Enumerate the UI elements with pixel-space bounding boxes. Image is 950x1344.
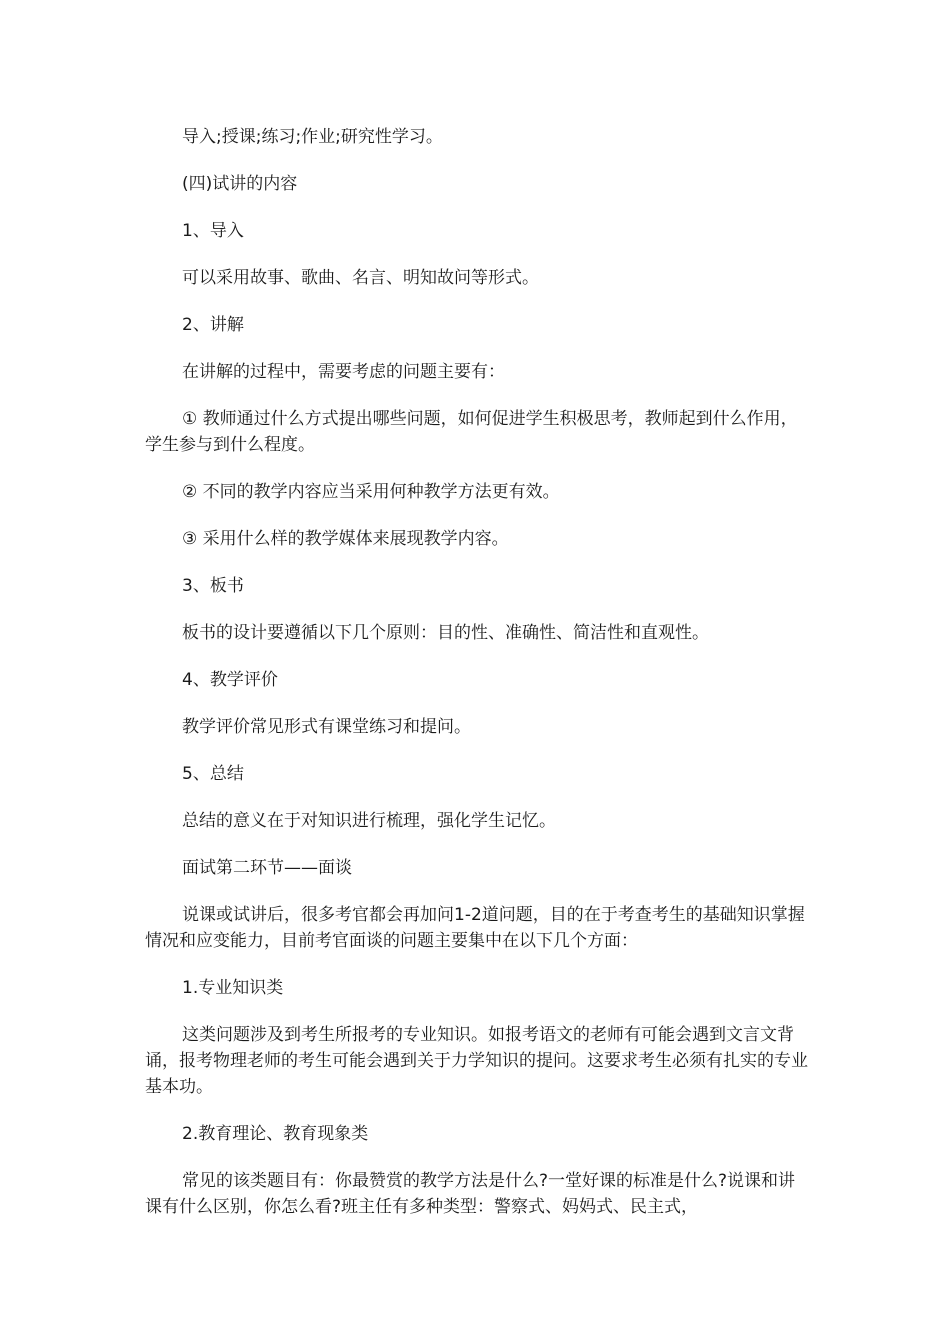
- paragraph-summary: 总结的意义在于对知识进行梳理，强化学生记忆。: [182, 811, 556, 831]
- list-item-3: ③ 采用什么样的教学媒体来展现教学内容。: [182, 529, 509, 549]
- heading-evaluation: 4、教学评价: [182, 670, 278, 690]
- paragraph-education-theory: 常见的该类题目有：你最赞赏的教学方法是什么?一堂好课的标准是什么?说课和讲课有什么区别，你怎么看?班主任有多种类型：警察式、妈妈式、民主式，: [145, 1171, 796, 1217]
- paragraph-evaluation: 教学评价常见形式有课堂练习和提问。: [182, 717, 471, 737]
- heading-education-theory: 2.教育理论、教育现象类: [182, 1124, 369, 1144]
- heading-trial-content: (四)试讲的内容: [182, 174, 298, 194]
- heading-introduction: 1、导入: [182, 221, 244, 241]
- heading-professional-knowledge: 1.专业知识类: [182, 978, 284, 998]
- paragraph-intro-steps: 导入;授课;练习;作业;研究性学习。: [182, 127, 443, 147]
- list-item-2: ② 不同的教学内容应当采用何种教学方法更有效。: [182, 482, 560, 502]
- heading-summary: 5、总结: [182, 764, 244, 784]
- paragraph-explanation: 在讲解的过程中，需要考虑的问题主要有：: [182, 362, 505, 382]
- paragraph-professional-knowledge: 这类问题涉及到考生所报考的专业知识。如报考语文的老师有可能会遇到文言文背诵，报考物理老师的考生可能会遇到关于力学知识的提问。这要求考生必须有扎实的专业基本功。: [145, 1025, 808, 1097]
- paragraph-blackboard: 板书的设计要遵循以下几个原则：目的性、准确性、简洁性和直观性。: [182, 623, 709, 643]
- heading-blackboard: 3、板书: [182, 576, 244, 596]
- list-item-1: ① 教师通过什么方式提出哪些问题，如何促进学生积极思考，教师起到什么作用，学生参与到什么程度。: [145, 409, 798, 455]
- paragraph-introduction: 可以采用故事、歌曲、名言、明知故问等形式。: [182, 268, 539, 288]
- heading-explanation: 2、讲解: [182, 315, 244, 335]
- paragraph-interview-intro: 说课或试讲后，很多考官都会再加问1-2道问题，目的在于考查考生的基础知识掌握情况和应变能力，目前考官面谈的问题主要集中在以下几个方面：: [145, 905, 805, 951]
- heading-interview-stage-two: 面试第二环节——面谈: [182, 858, 352, 878]
